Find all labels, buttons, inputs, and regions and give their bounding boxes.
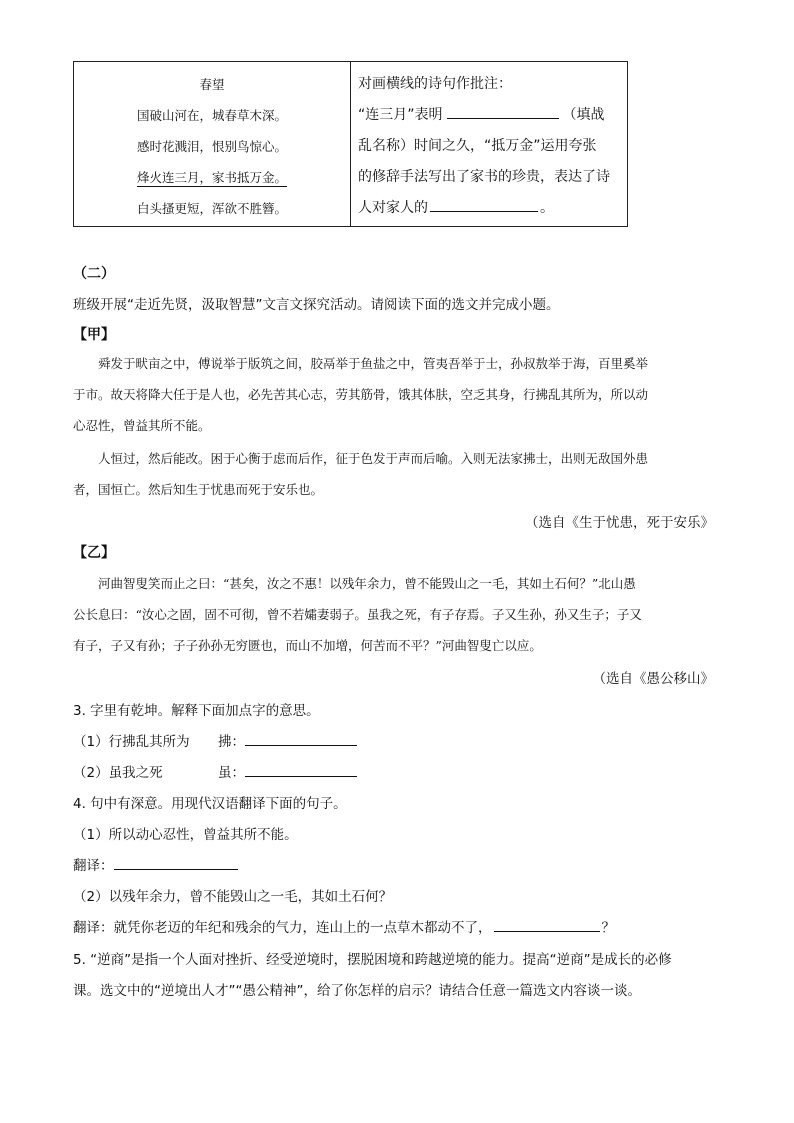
question-4-title: 4. 句中有深意。用现代汉语翻译下面的句子。 bbox=[73, 796, 347, 812]
answer-blank-war[interactable] bbox=[447, 104, 559, 119]
question-4-sentence-1: （1）所以动心忍性，曾益其所不能。 bbox=[73, 827, 298, 843]
question-3-title: 3. 字里有乾坤。解释下面加点字的意思。 bbox=[73, 703, 320, 719]
question-4-translation-2: 翻译：就凭你老迈的年纪和残余的气力，连山上的一点草木都动不了， ？ bbox=[73, 916, 615, 936]
question-3-item-1: （1）行拂乱其所为 bbox=[73, 734, 190, 750]
poem-line: 白头搔更短，浑欲不胜簪。 bbox=[136, 201, 287, 216]
answer-blank-emotion[interactable] bbox=[430, 197, 538, 212]
poem-line: 国破山河在，城春草木深。 bbox=[136, 108, 287, 123]
annotation-line: 乱名称）时间之久，“抵万金”运用夸张 bbox=[358, 138, 597, 154]
passage-jia-line: 者，国恒亡。然后知生于忧患而死于安乐也。 bbox=[73, 482, 324, 497]
poem-table bbox=[73, 61, 628, 227]
passage-yi-source: （选自《愚公移山》 bbox=[592, 671, 714, 687]
passage-jia-line: 人恒过，然后能改。困于心衡于虑而后作，征于色发于声而后喻。入则无法家拂士，出则无敌国外患 bbox=[98, 451, 649, 466]
section-intro: 班级开展“走近先贤，汲取智慧”文言文探究活动。请阅读下面的选文并完成小题。 bbox=[73, 297, 560, 313]
passage-jia-line: 于市。故天将降大任于是人也，必先苦其心志，劳其筋骨，饿其体肤，空乏其身，行拂乱其所为，所以动 bbox=[73, 387, 649, 402]
question-3-item-1-answer: 拂： bbox=[218, 730, 357, 750]
answer-blank-translation-2[interactable] bbox=[494, 918, 600, 933]
question-4-sentence-2: （2）以残年余力，曾不能毁山之一毛，其如土石何？ bbox=[73, 889, 393, 905]
section-heading: （二） bbox=[73, 266, 115, 282]
passage-jia-line: 心忍性，曾益其所不能。 bbox=[73, 418, 211, 433]
question-3-item-2: （2）虽我之死 bbox=[73, 765, 163, 781]
question-3-item-2-answer: 虽： bbox=[218, 761, 357, 781]
poem-cell bbox=[74, 62, 350, 226]
question-5-line: 5. “逆商”是指一个人面对挫折、经受逆境时，摆脱困境和跨越逆境的能力。提高“逆商”是成长的必修 bbox=[73, 952, 672, 968]
passage-yi-line: 有子，子又有孙；子子孙孙无穷匮也，而山不加增，何苦而不平？”河曲智叟亡以应。 bbox=[73, 638, 542, 653]
question-4-translation-1: 翻译： bbox=[73, 854, 238, 874]
passage-yi-line: 公长息曰：“汝心之固，固不可彻，曾不若孀妻弱子。虽我之死，有子存焉。子又生孙，孙又生子；子又 bbox=[73, 607, 642, 622]
poem-line: 感时花溅泪，恨别鸟惊心。 bbox=[136, 139, 287, 154]
underlined-verse: 烽火连三月，家书抵万金。 bbox=[136, 170, 287, 185]
answer-blank-sui[interactable] bbox=[245, 763, 357, 778]
passage-jia-source: （选自《生于忧患，死于安乐》 bbox=[525, 515, 714, 531]
table-divider bbox=[350, 62, 351, 226]
passage-jia-label: 【甲】 bbox=[73, 327, 115, 343]
annotation-line: “连三月”表明 （填战 bbox=[358, 104, 605, 124]
question-5-line: 课。选文中的“逆境出人才”“愚公精神”，给了你怎样的启示？请结合任意一篇选文内容谈一谈。 bbox=[73, 983, 641, 999]
passage-yi-label: 【乙】 bbox=[73, 545, 115, 561]
annotation-instruction: 对画横线的诗句作批注： bbox=[358, 76, 512, 92]
annotation-line: 人对家人的 。 bbox=[358, 197, 554, 217]
answer-blank-fu[interactable] bbox=[245, 732, 357, 747]
annotation-line: 的修辞手法写出了家书的珍贵，表达了诗 bbox=[358, 169, 610, 185]
answer-blank-translation-1[interactable] bbox=[114, 856, 238, 871]
passage-yi-line: 河曲智叟笑而止之曰：“甚矣，汝之不惠！以残年余力，曾不能毁山之一毛，其如土石何？”北山愚 bbox=[98, 576, 636, 591]
poem-line-underlined bbox=[74, 168, 350, 186]
passage-jia-line: 舜发于畎亩之中，傅说举于版筑之间，胶鬲举于鱼盐之中，管夷吾举于士，孙叔敖举于海，百里奚举 bbox=[98, 356, 649, 371]
poem-title: 春望 bbox=[199, 77, 225, 92]
